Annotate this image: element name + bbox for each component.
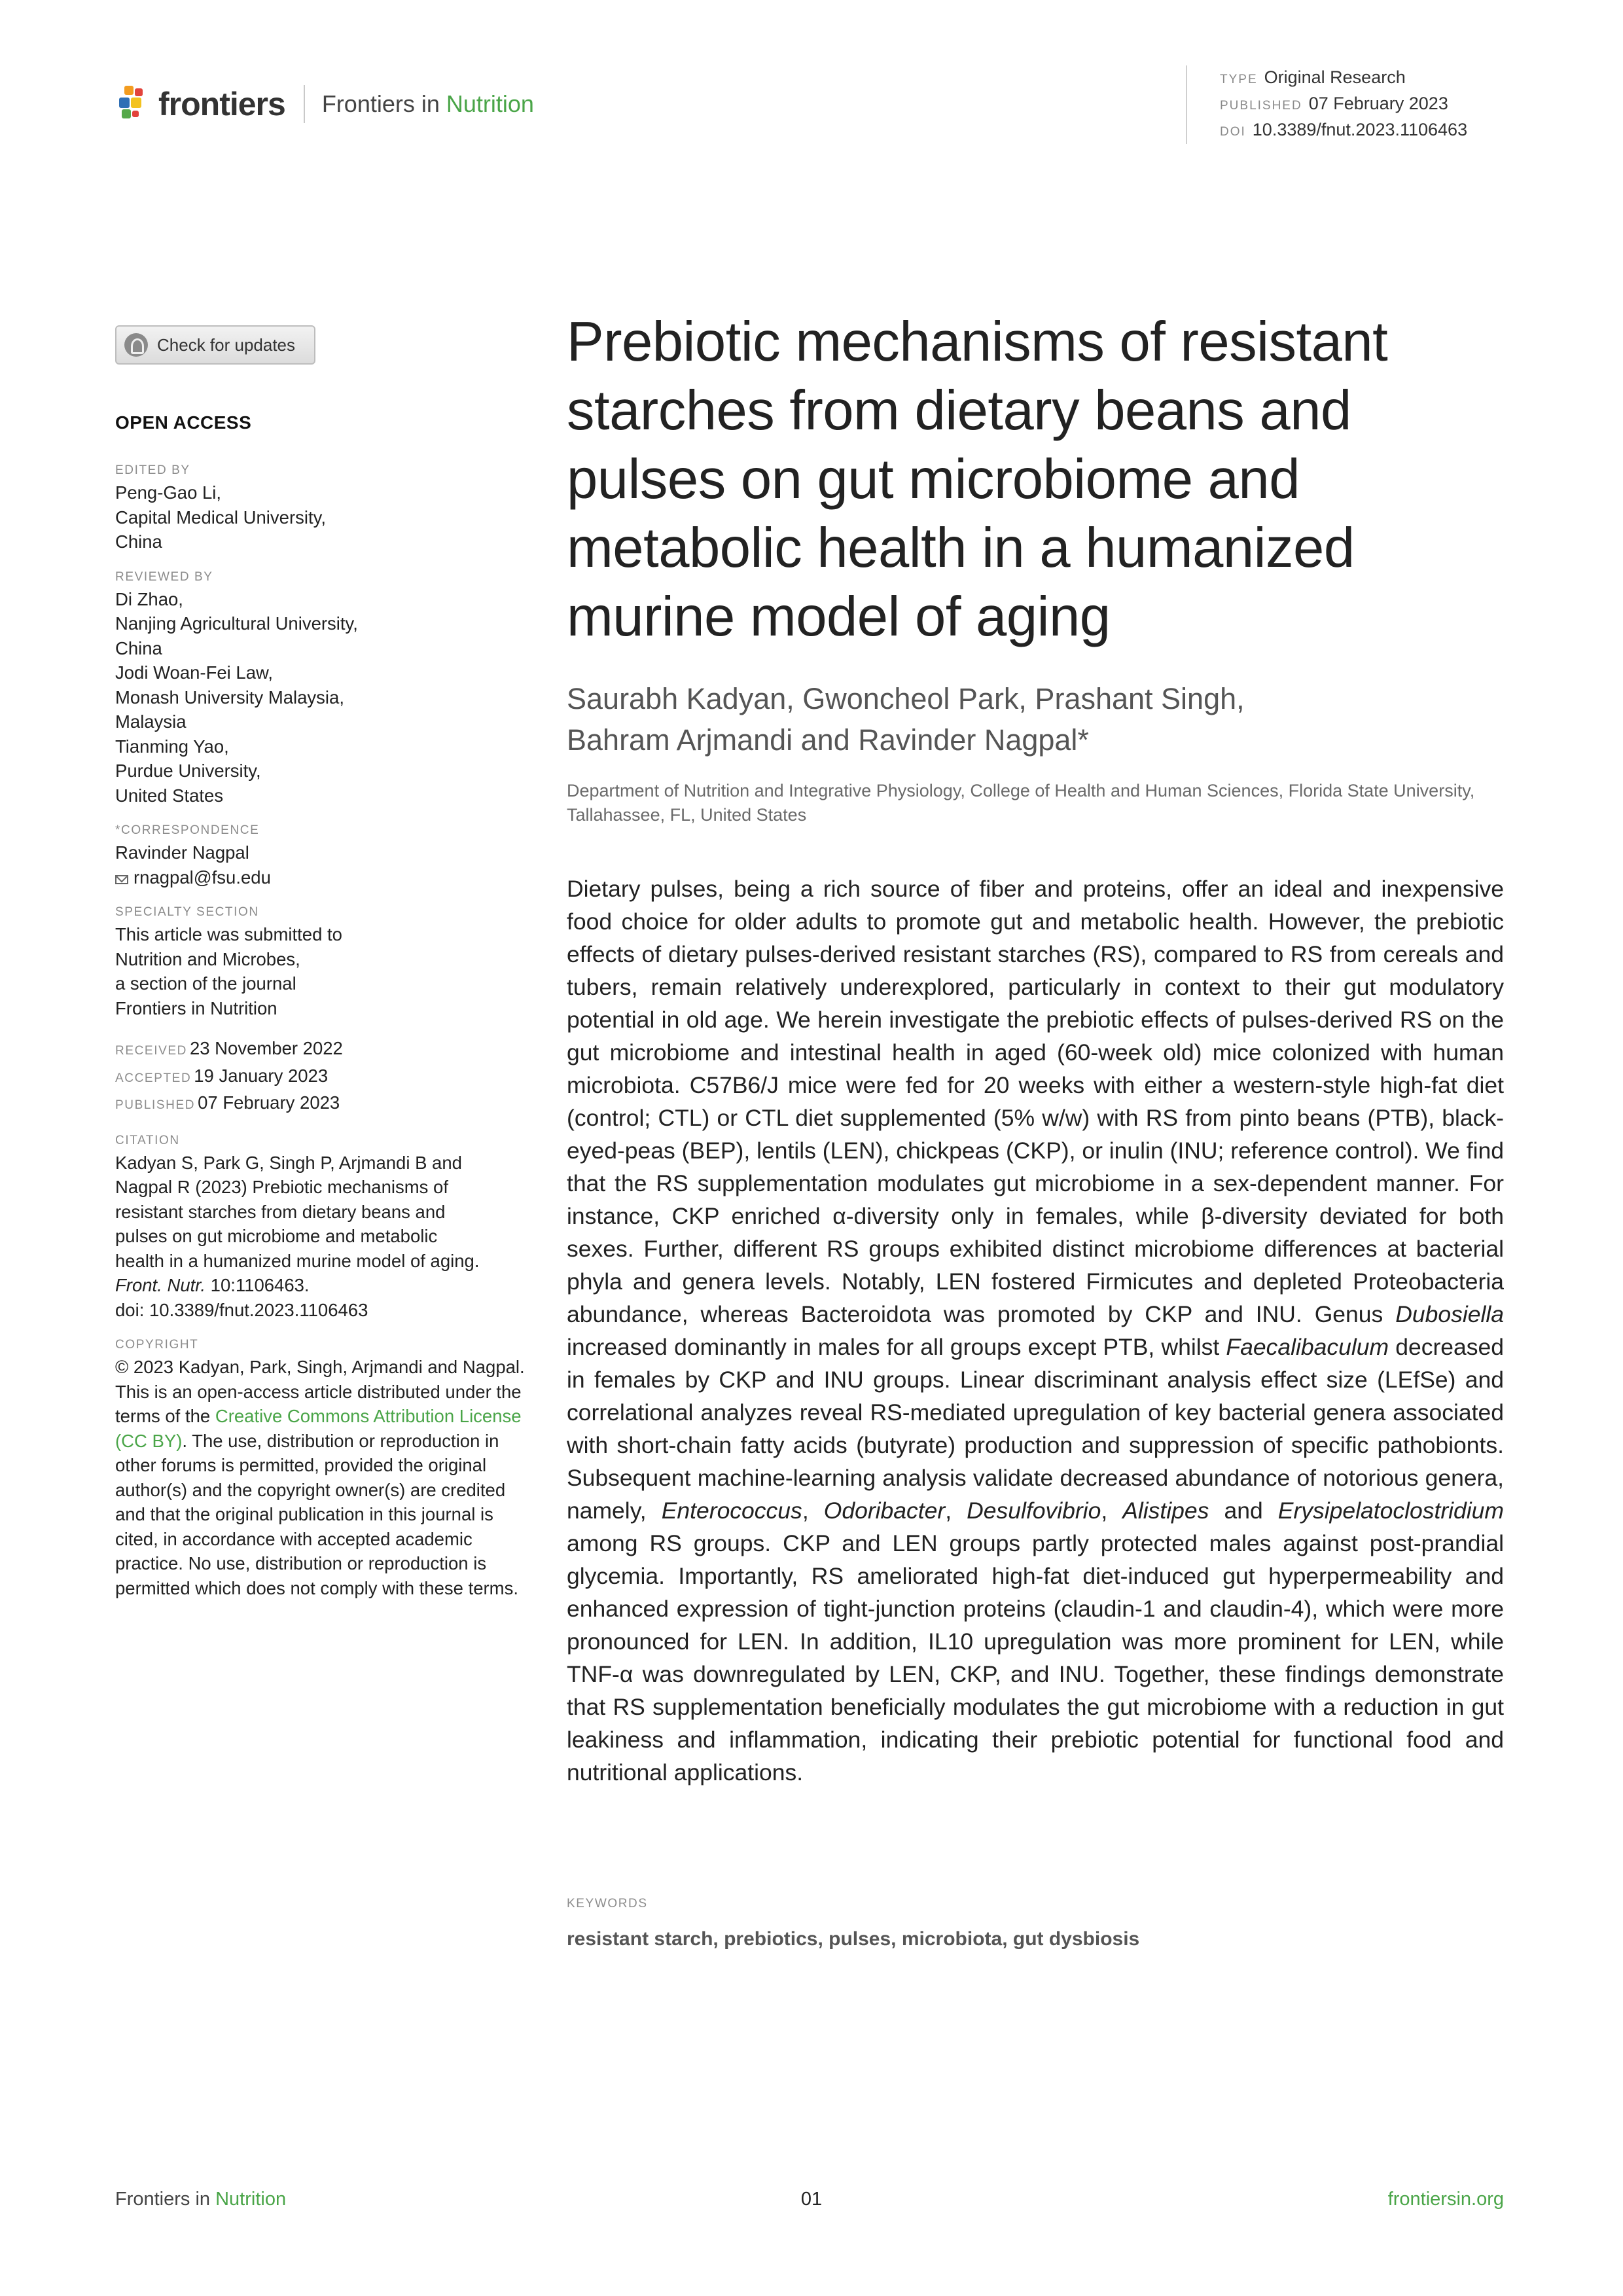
specialty-heading: SPECIALTY SECTION — [115, 905, 259, 919]
citation-line: resistant starches from dietary beans and — [115, 1201, 446, 1222]
meta-doi-value[interactable]: 10.3389/fnut.2023.1106463 — [1252, 120, 1468, 139]
specialty-line: This article was submitted to — [115, 924, 342, 944]
envelope-icon — [115, 875, 128, 884]
specialty-line: Nutrition and Microbes, — [115, 948, 300, 969]
specialty-section — [115, 905, 534, 1020]
meta-published-label: PUBLISHED — [1220, 99, 1302, 113]
correspondence-email-row[interactable] — [115, 865, 534, 890]
abstract-text: , — [1101, 1498, 1123, 1524]
edited-by-list — [115, 480, 534, 554]
correspondence-name: Ravinder Nagpal — [115, 842, 249, 863]
abstract-text: and — [1209, 1498, 1278, 1524]
citation-line: pulses on gut microbiome and metabolic — [115, 1226, 438, 1246]
logo-divider — [304, 85, 305, 123]
article-title: Prebiotic mechanisms of resistant starches from dietary beans and pulses on gut microbiome and metabolic health in a humanized murine model of aging — [567, 311, 1388, 648]
accepted-label: ACCEPTED — [115, 1071, 192, 1085]
copyright-heading: COPYRIGHT — [115, 1338, 199, 1352]
meta-published — [1220, 92, 1467, 118]
abstract-text: , — [945, 1498, 967, 1524]
check-for-updates-button[interactable] — [115, 325, 315, 365]
abstract-genus-name: Dubosiella — [1395, 1301, 1504, 1327]
reviewer-line: United States — [115, 785, 224, 806]
abstract-text: increased dominantly in males for all groups except PTB, whilst — [567, 1334, 1226, 1360]
author-list — [567, 678, 1509, 761]
copyright-text — [115, 1355, 534, 1600]
updates-icon — [124, 333, 148, 357]
footer-journal — [115, 2189, 286, 2210]
citation-line: Nagpal R (2023) Prebiotic mechanisms of — [115, 1177, 448, 1197]
affiliation: Department of Nutrition and Integrative Physiology, College of Health and Human Sciences, Florida State University, Tallahassee, FL, United States — [567, 781, 1475, 825]
abstract-genus-name: Enterococcus — [661, 1498, 802, 1524]
abstract-text: decreased in females by CKP and INU groups. Linear discriminant analysis effect size (LEfSe) and correlational analyzes reveal RS-mediated upregulation of key bacterial genera associated with short-chain fatty acids (butyrate) production and suppression of specific pathobionts. Subsequent machine-learning analysis validate decreased abundance of notorious genera, namely, — [567, 1334, 1504, 1524]
editor-line: Peng-Gao Li, — [115, 482, 222, 503]
editor-line: China — [115, 531, 162, 552]
published-label: PUBLISHED — [115, 1098, 196, 1112]
reviewer-line: Malaysia — [115, 711, 187, 732]
brand-wordmark: frontiers — [158, 86, 285, 122]
meta-type-value: Original Research — [1264, 67, 1406, 87]
reviewed-by-list — [115, 587, 534, 808]
reviewed-by-section — [115, 570, 534, 808]
meta-type — [1220, 65, 1467, 92]
keywords-heading: KEYWORDS — [567, 1897, 648, 1910]
abstract-genus-name: Erysipelatoclostridium — [1277, 1498, 1504, 1524]
reviewer-line: Jodi Woan-Fei Law, — [115, 662, 274, 683]
reviewer-line: Di Zhao, — [115, 588, 183, 609]
copyright-section — [115, 1338, 534, 1600]
footer-journal-prefix: Frontiers in — [115, 2189, 216, 2210]
edited-by-heading: EDITED BY — [115, 463, 190, 477]
sidebar — [115, 412, 534, 1616]
citation-line: Kadyan S, Park G, Singh P, Arjmandi B and — [115, 1152, 462, 1173]
citation-section — [115, 1134, 534, 1323]
specialty-text — [115, 922, 534, 1020]
citation-volume: 10:1106463. — [205, 1275, 310, 1295]
specialty-line: Frontiers in Nutrition — [115, 997, 277, 1018]
citation-journal-line — [115, 1273, 534, 1298]
abstract — [567, 872, 1504, 1789]
abstract-genus-name: Faecalibaculum — [1226, 1334, 1389, 1360]
copyright-text-end: . The use, distribution or reproduction in other forums is permitted, provided the original author(s) and the copyright owner(s) are credited and that the original publication in this journal is cited, in accordance with accepted academic practice. No use, distribution or reproduction is permitted which does not comply with these terms. — [115, 1430, 518, 1598]
meta-doi — [1220, 118, 1467, 144]
meta-published-value: 07 February 2023 — [1308, 94, 1448, 113]
citation-journal: Front. Nutr. — [115, 1275, 206, 1295]
editor-line: Capital Medical University, — [115, 507, 326, 528]
abstract-text: among RS groups. CKP and LEN groups partly protected males against post-prandial glycemia. Importantly, RS ameliorated high-fat diet-induced gut hyperpermeability and enhanced expression of tight-junction proteins (claudin-1 and claudin-4), which were more pronounced for LEN. In addition, IL10 upregulation was more prominent for LEN, while TNF-α was downregulated by LEN, CKP, and INU. Together, these findings demonstrate that RS supplementation beneficially modulates the gut microbiome with a reduction in gut leakiness and inflammation, indicating their prebiotic potential for functional food and nutritional applications. — [567, 1530, 1504, 1785]
reviewer-line: Tianming Yao, — [115, 736, 229, 757]
page-number: 01 — [800, 2189, 823, 2210]
correspondence-section — [115, 823, 534, 889]
authors-line: Saurabh Kadyan, Gwoncheol Park, Prashant Singh, — [567, 682, 1245, 715]
reviewer-line: Monash University Malaysia, — [115, 687, 344, 708]
cc-by-license-link[interactable]: Creative Commons Attribution License (CC BY) — [115, 1406, 522, 1451]
authors-line: Bahram Arjmandi and Ravinder Nagpal* — [567, 723, 1089, 757]
dates-section — [115, 1036, 534, 1118]
frontiers-logo-mark-icon — [115, 84, 151, 124]
abstract-text: Dietary pulses, being a rich source of fiber and proteins, offer an ideal and inexpensive food choice for older adults to promote gut and metabolic health. However, the prebiotic effects of dietary pulses-derived resistant starches (RS), compared to RS from cereals and tubers, remain relatively underexplored, particularly in context to their gut modulatory potential in old age. We herein investigate the prebiotic effects of pulses-derived RS on the gut microbiome and intestinal health in aged (60-week old) mice colonized with human microbiota. C57B6/J mice were fed for 20 weeks with either a western-style high-fat diet (control; CTL) or CTL diet supplemented (5% w/w) with RS from pinto beans (PTB), black-eyed-peas (BEP), lentils (LEN), chickpeas (CKP), or inulin (INU; reference control). We find that the RS supplementation modulates gut microbiome in a sex-dependent manner. For instance, CKP enriched α-diversity only in females, while β-diversity deviated for both sexes. Further, different RS groups exhibited distinct microbiome differences at bacterial phyla and genera levels. Notably, LEN fostered Firmicutes and depleted Proteobacteria abundance, whereas Bacteroidota was promoted by CKP and INU. Genus — [567, 876, 1504, 1327]
check-for-updates-label: Check for updates — [157, 334, 296, 355]
specialty-line: a section of the journal — [115, 973, 296, 994]
published-date — [115, 1090, 534, 1118]
journal-prefix: Frontiers in — [321, 90, 446, 117]
frontiers-logo[interactable] — [115, 81, 534, 127]
journal-subject: Nutrition — [446, 90, 534, 117]
open-access-label: OPEN ACCESS — [115, 412, 252, 433]
reviewer-line: Purdue University, — [115, 761, 261, 781]
citation-line: health in a humanized murine model of aging. — [115, 1250, 480, 1271]
article-meta — [1186, 65, 1467, 144]
copyright-text-start: © 2023 Kadyan, Park, Singh, Arjmandi and Nagpal. This is an open-access article distributed under the terms of the — [115, 1357, 525, 1426]
edited-by-section — [115, 463, 534, 554]
abstract-paragraph — [567, 872, 1504, 1789]
abstract-genus-name: Odoribacter — [823, 1498, 946, 1524]
reviewed-by-heading: REVIEWED BY — [115, 569, 213, 584]
correspondence-heading: *CORRESPONDENCE — [115, 823, 260, 837]
reviewer-line: China — [115, 637, 162, 658]
abstract-genus-name: Alistipes — [1122, 1498, 1209, 1524]
received-value: 23 November 2022 — [189, 1038, 343, 1058]
journal-name — [322, 90, 534, 118]
reviewer-line: Nanjing Agricultural University, — [115, 613, 358, 634]
footer-site-link[interactable]: frontiersin.org — [1387, 2189, 1504, 2210]
published-value: 07 February 2023 — [198, 1092, 340, 1113]
citation-doi[interactable]: doi: 10.3389/fnut.2023.1106463 — [115, 1299, 368, 1320]
citation-text — [115, 1151, 534, 1323]
meta-type-label: TYPE — [1220, 73, 1258, 86]
footer-journal-name: Nutrition — [215, 2189, 287, 2210]
keywords: resistant starch, prebiotics, pulses, microbiota, gut dysbiosis — [567, 1928, 1140, 1950]
correspondence-email[interactable]: rnagpal@fsu.edu — [134, 867, 271, 888]
citation-heading: CITATION — [115, 1133, 180, 1147]
meta-doi-label: DOI — [1220, 125, 1246, 139]
accepted-value: 19 January 2023 — [194, 1065, 329, 1086]
abstract-genus-name: Desulfovibrio — [967, 1498, 1101, 1524]
received-label: RECEIVED — [115, 1044, 187, 1058]
received-date — [115, 1036, 534, 1064]
accepted-date — [115, 1064, 534, 1091]
abstract-text: , — [802, 1498, 824, 1524]
